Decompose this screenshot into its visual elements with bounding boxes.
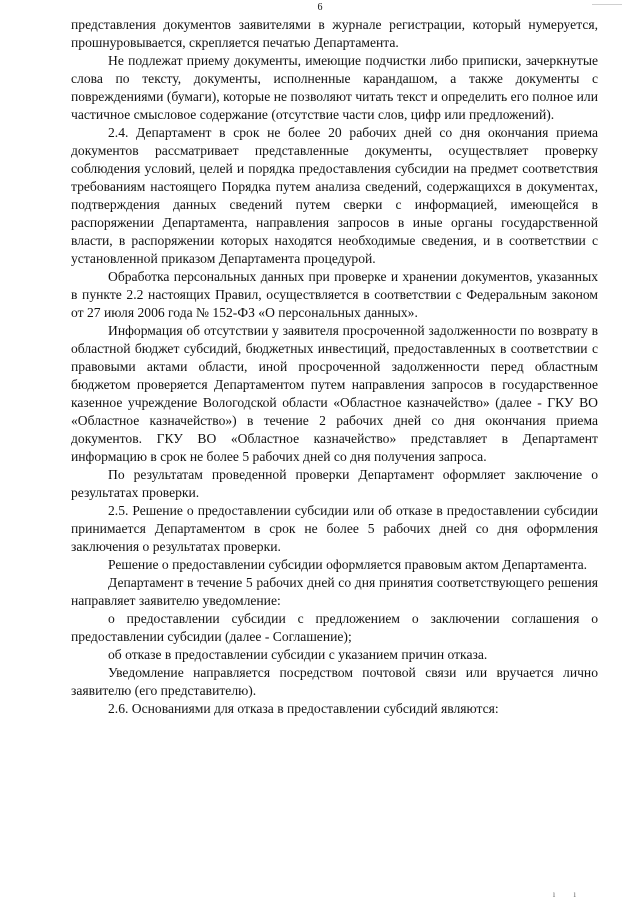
paragraph-delivery: Уведомление направляется посредством почтовой связи или вручается лично заявителю (его представителю). [71,665,598,698]
paragraph-rejected-documents: Не подлежат приему документы, имеющие подчистки либо приписки, зачеркнутые слова по тексту, документы, исполненные карандашом, а также документы с повреждениями (бумаги), которые не позволяют читать текст и определить его полное или частичное смысловое содержание (отсутствие части слов, цифр или предложений). [71,53,598,122]
paragraph-2-5: 2.5. Решение о предоставлении субсидии или об отказе в предоставлении субсидии принимается Департаментом в срок не более 5 рабочих дней со дня оформления заключения о результатах проверки. [71,503,598,554]
paragraph-debt-information: Информация об отсутствии у заявителя просроченной задолженности по возврату в областной бюджет субсидий, бюджетных инвестиций, предоставленных в соответствии с правовыми актами области, иной просроченной задолженности перед областным бюджетом проверяется Департаментом путем направления запросов в государственное казенное учреждение Вологодской области «Областное казначейство» (далее - ГКУ ВО «Областное казначейство») в течение 2 рабочих дней со дня окончания приема документов. ГКУ ВО «Областное казначейство» представляет в Департамент информацию в срок не более 5 рабочих дней со дня получения запроса. [71,323,598,464]
paragraph-notification-refusal: об отказе в предоставлении субсидии с указанием причин отказа. [108,647,488,662]
paragraph-2-6: 2.6. Основаниями для отказа в предоставлении субсидий являются: [108,701,499,716]
paragraph-continuation: представления документов заявителями в журнале регистрации, который нумеруется, прошнуровывается, скрепляется печатью Департамента. [71,17,598,50]
page-number: 6 [317,2,323,13]
paragraph-notification: Департамент в течение 5 рабочих дней со дня принятия соответствующего решения направляет заявителю уведомление: [71,575,598,608]
paragraph-notification-grant: о предоставлении субсидии с предложением о заключении соглашения о предоставлении субсидии (далее - Соглашение); [71,611,598,644]
paragraph-2-4: 2.4. Департамент в срок не более 20 рабочих дней со дня окончания приема документов рассматривает представленные документы, осуществляет проверку соблюдения условий, целей и порядка предоставления субсидии на предмет соответствия требованиям настоящего Порядка путем анализа сведений, содержащихся в документах, подтверждения данных сведений путем сверки с информацией, имеющейся в распоряжении Департамента, направления запросов в иные органы государственной власти, в распоряжении которых находятся необходимые сведения, и в соответствии с установленной приказом Департамента процедурой. [71,125,598,266]
document-body [71,16,598,718]
paragraph-check-results: По результатам проведенной проверки Департамент оформляет заключение о результатах проверки. [71,467,598,500]
paragraph-personal-data: Обработка персональных данных при проверке и хранении документов, указанных в пункте 2.2 настоящих Правил, осуществляется в соответствии с Федеральным законом от 27 июля 2006 года № 152-ФЗ «О персональных данных». [71,269,598,320]
paragraph-decision-act: Решение о предоставлении субсидии оформляется правовым актом Департамента. [108,557,588,572]
scan-marks: ı ı [552,889,584,899]
